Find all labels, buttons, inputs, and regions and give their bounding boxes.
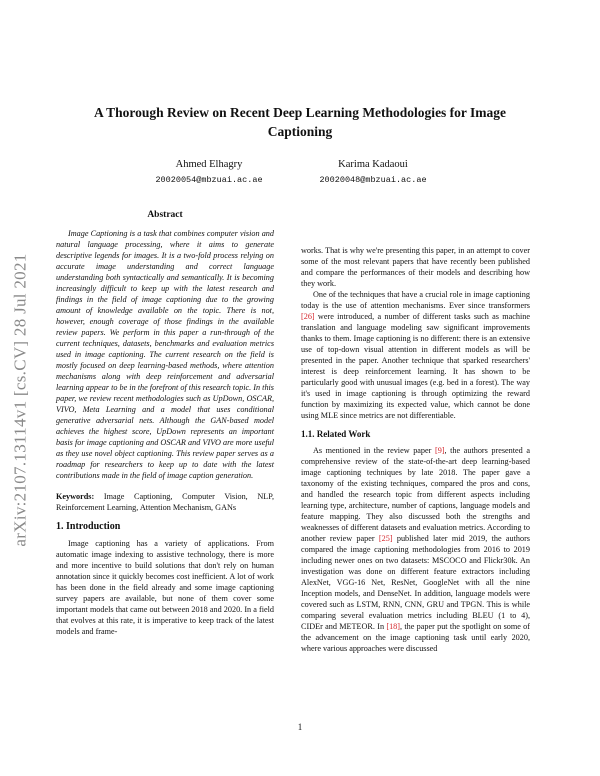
citation-link[interactable]: [9]: [434, 446, 445, 455]
citation-link[interactable]: [25]: [378, 534, 393, 543]
arxiv-stamp-text: arXiv:2107.13114v1 [cs.CV] 28 Jul 2021: [11, 253, 31, 547]
keywords-text: Image Captioning, Computer Vision, NLP, Reinforcement Learning, Attention Mechanism, GANs: [56, 492, 274, 512]
author-name: Ahmed Elhagry: [175, 159, 243, 170]
text-run: , the paper put the spotlight on some of the advancement on the image captioning task until early 2020, where various approaches were discussed: [301, 622, 530, 653]
paper-title: A Thorough Review on Recent Deep Learning Methodologies for Image Captioning: [93, 105, 507, 139]
author-name: Karima Kadaoui: [338, 159, 408, 170]
attention-paragraph: [301, 289, 530, 421]
right-column: [301, 245, 530, 654]
text-run: were introduced, a number of different tasks such as machine translation and language modeling saw significant improvements thanks to them. Image captioning is no different: there is an extensive use of top-down visual attention in different models as will be presented in the paper. Another technique that sparked researchers' interest is deep reinforcement learning. It has shown to be particularly good with unusual images (e.g. bed in a forest). The way it's used in image captioning is through optimizing the reward function by maximizing its expected value, which cannot be done using MLE since metrics are not differentiable.: [301, 312, 530, 420]
text-run: One of the techniques that have a crucial role in image captioning today is the use of attention mechanisms. Ever since transformers: [301, 290, 530, 310]
keywords-label: Keywords:: [56, 492, 95, 501]
text-run: published later mid 2019, the authors compared the image captioning methodologies from 2016 to 2019 including newer ones on two datasets: MSCOCO and Flickr30k. An investigation was done on different feature extractors including AlexNet, VGG-16 Net, ResNet, GoogleNet with all the nine Inception models, and DenseNet. In addition, language models were covered such as LSTM, RNN, CNN, GRU and TPGN. This is while comparing several evaluation metrics including BLEU (1 to 4), CIDEr and METEOR. In: [301, 534, 530, 631]
author-email[interactable]: 20020054@mbzuai.ac.ae: [155, 175, 263, 185]
abstract-text: Image Captioning is a task that combines computer vision and natural language processing, where it aims to generate descriptive legends for images. It is a two-fold process relying on accurate image understanding and correct language understanding both syntactically and semantically. It is becoming increasingly difficult to keep up with the latest research and findings in the field of image captioning due to the growing amount of knowledge available on the topic. There is not, however, enough coverage of those findings in the available review papers. We perform in this paper a run-through of the current techniques, datasets, benchmarks and evaluation metrics used in image captioning. The current research on the field is mostly focused on deep learning-based methods, where attention mechanisms along with deep reinforcement and adversarial learning appear to be in the forefront of this research topic. In this paper, we review recent methodologies such as UpDown, OSCAR, VIVO, Meta Learning and a model that uses conditional generative adversarial nets. Although the GAN-based model achieves the highest score, UpDown represents an important basis for image captioning and OSCAR and VIVO are more useful as they use novel object captioning. This review paper serves as a roadmap for researchers to keep up to date with the latest contributions made in the field of image caption generation.: [56, 229, 274, 480]
arxiv-stamp: [6, 210, 36, 590]
author-email[interactable]: 20020048@mbzuai.ac.ae: [319, 175, 427, 185]
keywords: [56, 491, 274, 513]
introduction-heading: 1. Introduction: [56, 521, 121, 532]
page-number: 1: [297, 722, 303, 732]
related-work-paragraph: [301, 445, 530, 654]
introduction-paragraph: Image captioning has a variety of applications. From automatic image indexing to assistive technology, there is more and more incentive to build solutions that don't rely on human annotation since it quickly becomes cost inefficient. A lot of work has been done in the field already and some image captioning survey papers are available, but none of them cover some important models that came out between 2018 and 2020. In a field that evolves at this rate, it is imperative to keep track of the latest models and frame-: [56, 539, 274, 636]
left-column: [56, 210, 274, 637]
citation-link[interactable]: [26]: [301, 312, 315, 321]
author-block-2: [288, 158, 458, 187]
text-run: , the authors presented a comprehensive review of the state-of-the-art deep learning-based image captioning techniques by late 2018. The paper gave a taxonomy of the existing techniques, compared the pros and cons, and handled the research topic from different aspects including learning type, architecture, number of captions, language models and feature mapping. They also discussed both the strengths and weaknesses of different datasets and evaluation metrics. According to another review paper: [301, 446, 530, 543]
citation-link[interactable]: [18]: [386, 622, 400, 631]
author-block-1: [124, 158, 294, 187]
related-work-heading: 1.1. Related Work: [301, 429, 371, 439]
text-run: As mentioned in the review paper: [313, 446, 435, 455]
abstract-heading: Abstract: [147, 210, 183, 220]
intro-continuation: works. That is why we're presenting this paper, in an attempt to cover some of the most relevant papers that have recently been published and compare the performances of their models and describing how they work.: [301, 246, 530, 288]
